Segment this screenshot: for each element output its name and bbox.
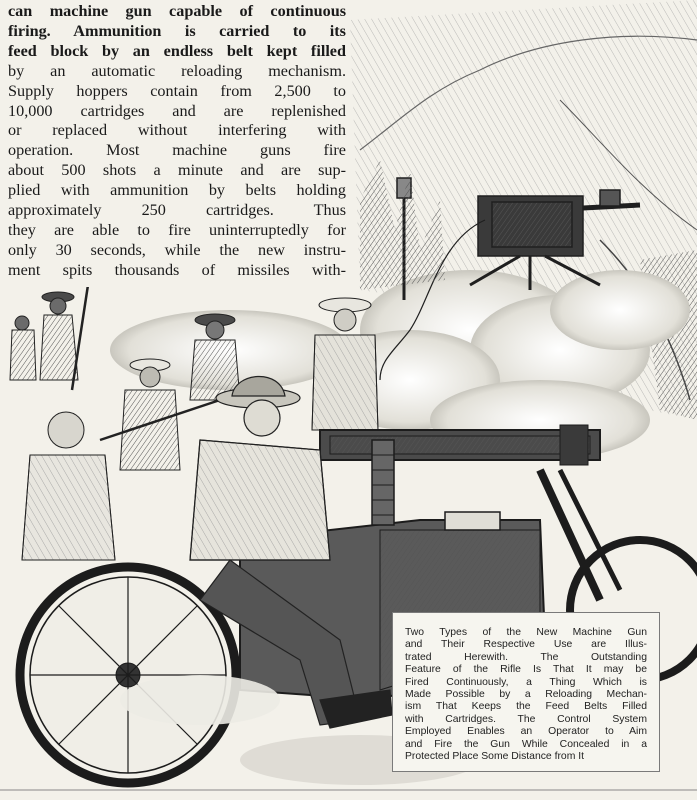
caption-line: ism That Keeps the Feed Belts Filled	[405, 701, 647, 713]
caption-line: with Cartridges. The Control System	[405, 713, 647, 725]
caption-line: Protected Place Some Distance from It	[405, 751, 585, 763]
article-line: feed block by an endless belt kept filled	[8, 41, 346, 60]
article-line: only 30 seconds, while the new instru-	[8, 240, 346, 259]
article-line: approximately 250 cartridges. Thus	[8, 201, 346, 220]
caption-line: Fired Continuously, a Thing Which is	[405, 676, 647, 688]
article-line: 10,000 cartridges and are replenished	[8, 101, 346, 120]
illustration-caption	[392, 612, 660, 772]
caption-line: and Their Respective Use are Illus-	[405, 639, 647, 651]
caption-line: and Fire the Gun While Concealed in a	[405, 738, 647, 750]
caption-line: Feature of the Rifle Is That It may be	[405, 664, 647, 676]
article-line: can machine gun capable of continuous	[8, 2, 346, 20]
caption-line: Made Possible by a Reloading Mechan-	[405, 689, 647, 701]
article-line: by an automatic reloading mechanism.	[8, 61, 346, 80]
article-line: firing. Ammunition is carried to its	[8, 21, 346, 40]
article-line: about 500 shots a minute and are sup-	[8, 161, 346, 180]
caption-line: trated Herewith. The Outstanding	[405, 651, 647, 663]
article-line: plied with ammunition by belts holding	[8, 181, 346, 200]
caption-line: Two Types of the New Machine Gun	[405, 627, 647, 638]
caption-line: Employed Enables an Operator to Aim	[405, 726, 647, 738]
article-line: ment spits thousands of missiles with-	[8, 260, 346, 279]
article-text	[6, 0, 350, 287]
article-line: operation. Most machine guns fire	[8, 141, 346, 160]
article-line: or replaced without interfering with	[8, 121, 346, 140]
article-line: Supply hoppers contain from 2,500 to	[8, 81, 346, 100]
article-line: they are able to fire uninterruptedly for	[8, 220, 346, 239]
